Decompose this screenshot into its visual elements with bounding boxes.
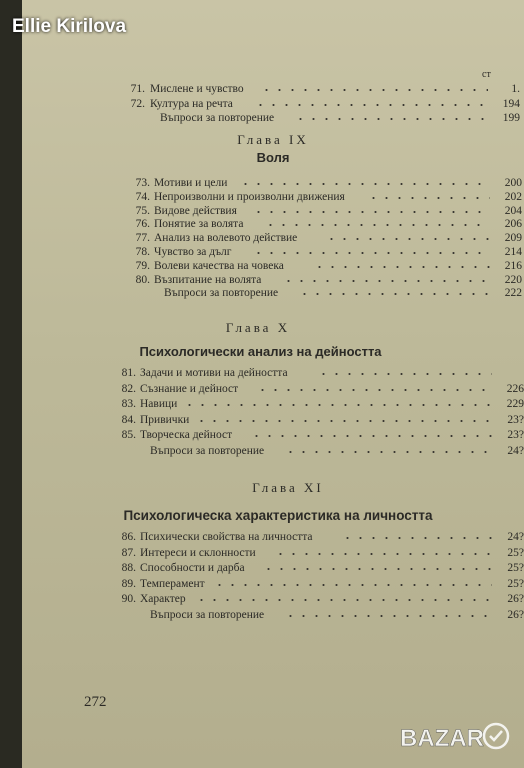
dot-leader [341, 535, 492, 541]
entry-page: 24? [507, 531, 524, 543]
entry-page: 199 [502, 112, 520, 124]
toc-entry [22, 608, 524, 622]
dot-leader [256, 387, 492, 393]
entry-page: 26? [507, 593, 524, 605]
entry-title: Волеви качества на човека [154, 259, 284, 272]
toc-entry [22, 592, 524, 606]
toc-entry [22, 546, 524, 560]
entry-page: 194 [502, 97, 520, 110]
entry-number: 73. [135, 177, 150, 189]
entry-number: 87. [121, 546, 136, 559]
entry-page: 206 [504, 218, 522, 231]
entry-title: Въпроси за повторение [160, 112, 275, 124]
entry-number: 71. [130, 83, 145, 95]
book-page [22, 0, 524, 768]
entry-number: 72. [130, 97, 145, 110]
entry-page: 1. [511, 83, 520, 95]
dot-leader [183, 402, 492, 408]
page-number: 272 [84, 694, 107, 710]
svg-text:BAZAR: BAZAR [400, 725, 484, 752]
entry-title: Въпроси за повторение [164, 287, 279, 300]
dot-leader [252, 250, 491, 256]
entry-page: 23? [507, 413, 524, 426]
entry-page: 25? [507, 546, 524, 559]
entry-title: Видове действия [154, 204, 237, 217]
entry-title: Понятие за волята [154, 218, 244, 231]
entry-number: 81. [121, 367, 136, 379]
entry-title: Задачи и мотиви на дейността [140, 367, 288, 379]
entry-number: 77. [135, 232, 150, 245]
dot-leader [313, 264, 491, 270]
dot-leader [317, 371, 492, 377]
entry-title: Чувство за дълг [154, 246, 232, 258]
entry-number: 90. [121, 593, 136, 605]
entry-number: 88. [121, 562, 136, 574]
entry-number: 86. [121, 531, 136, 543]
dot-leader [239, 181, 490, 187]
entry-page: 229 [506, 398, 524, 410]
toc-entry [22, 530, 524, 544]
entry-page: 226 [506, 382, 524, 395]
entry-title: Непроизволни и произволни движения [154, 190, 345, 203]
toc-entry [22, 273, 524, 287]
entry-page: 25? [507, 562, 524, 574]
entry-page: 214 [504, 246, 522, 258]
toc-entry [22, 176, 524, 190]
table-of-contents [22, 0, 524, 768]
entry-page: 204 [504, 204, 522, 217]
entry-number: 80. [135, 273, 150, 286]
entry-title: Мислене и чувство [150, 83, 244, 95]
entry-number: 85. [121, 429, 136, 441]
entry-page: 220 [504, 273, 522, 286]
entry-page: 216 [504, 259, 522, 272]
entry-number: 89. [121, 577, 136, 590]
dot-leader [262, 566, 492, 572]
entry-page: 23? [507, 429, 524, 441]
dot-leader [284, 613, 492, 619]
toc-entry [22, 577, 524, 591]
toc-entry [22, 444, 524, 458]
toc-entry [22, 245, 524, 259]
toc-entry [22, 82, 524, 96]
entry-title: Способности и дарба [140, 562, 245, 574]
toc-entry [22, 397, 524, 411]
toc-entry [22, 428, 524, 442]
chapter-label: Глава Х [225, 320, 291, 335]
dot-leader [213, 582, 492, 588]
entry-title: Привички [140, 413, 190, 426]
entry-title: Въпроси за повторение [150, 444, 265, 457]
dot-leader [325, 236, 490, 242]
dot-leader [195, 418, 492, 424]
entry-page: 202 [504, 190, 522, 203]
dot-leader [250, 433, 492, 439]
entry-page: 200 [504, 177, 522, 189]
entry-title: Интереси и склонности [140, 546, 256, 559]
entry-number: 83. [121, 398, 136, 410]
dot-leader [284, 449, 492, 455]
entry-title: Съзнание и дейност [140, 382, 239, 395]
toc-entry [22, 561, 524, 575]
entry-title: Култура на речта [150, 97, 233, 110]
toc-entry [22, 97, 524, 111]
dot-leader [282, 278, 490, 284]
entry-title: Възпитание на волята [154, 273, 262, 286]
entry-number: 84. [121, 413, 136, 426]
toc-entry [22, 204, 524, 218]
entry-page: 25? [507, 577, 524, 590]
toc-entry [22, 382, 524, 396]
entry-title: Въпроси за повторение [150, 608, 265, 621]
toc-entry [22, 286, 524, 300]
entry-title: Характер [140, 593, 186, 605]
toc-entry [22, 259, 524, 273]
chapter-title: Психологическа характеристика на личността [123, 508, 433, 523]
seller-name-overlay: Ellie Kirilova [12, 16, 127, 37]
chapter-title: Воля [256, 150, 290, 165]
chapter-label: Глава IX [237, 132, 309, 147]
dot-leader [274, 551, 492, 557]
dot-leader [294, 116, 488, 122]
chapter-title: Психологически анализ на дейността [139, 344, 382, 359]
dot-leader [260, 87, 488, 93]
dot-leader [367, 195, 490, 201]
entry-title: Анализ на волевото действие [154, 232, 298, 245]
entry-title: Творческа дейност [140, 429, 233, 441]
toc-entry [22, 111, 524, 125]
toc-entry [22, 413, 524, 427]
entry-number: 76. [135, 218, 150, 231]
dot-leader [298, 291, 490, 297]
entry-title: Темперамент [140, 577, 205, 590]
dot-leader [195, 597, 492, 603]
entry-number: 82. [121, 382, 136, 395]
entry-page: 209 [504, 232, 522, 245]
entry-number: 78. [135, 246, 150, 258]
toc-entry [22, 217, 524, 231]
entry-page: 24? [507, 444, 524, 457]
entry-title: Навици [140, 398, 178, 410]
page-column-label: ст [482, 69, 491, 80]
entry-number: 75. [135, 204, 150, 217]
entry-page: 222 [504, 287, 522, 300]
dot-leader [264, 222, 490, 228]
entry-title: Психически свойства на личността [140, 531, 313, 543]
dot-leader [254, 102, 488, 108]
entry-page: 26? [507, 608, 524, 621]
entry-title: Мотиви и цели [154, 177, 228, 189]
toc-entry [22, 231, 524, 245]
chapter-label: Глава XI [252, 480, 324, 495]
bazar-watermark-logo [400, 720, 510, 754]
toc-entry [22, 190, 524, 204]
toc-entry [22, 366, 524, 380]
dot-leader [252, 209, 491, 215]
entry-number: 79. [135, 259, 150, 272]
entry-number: 74. [135, 190, 150, 203]
